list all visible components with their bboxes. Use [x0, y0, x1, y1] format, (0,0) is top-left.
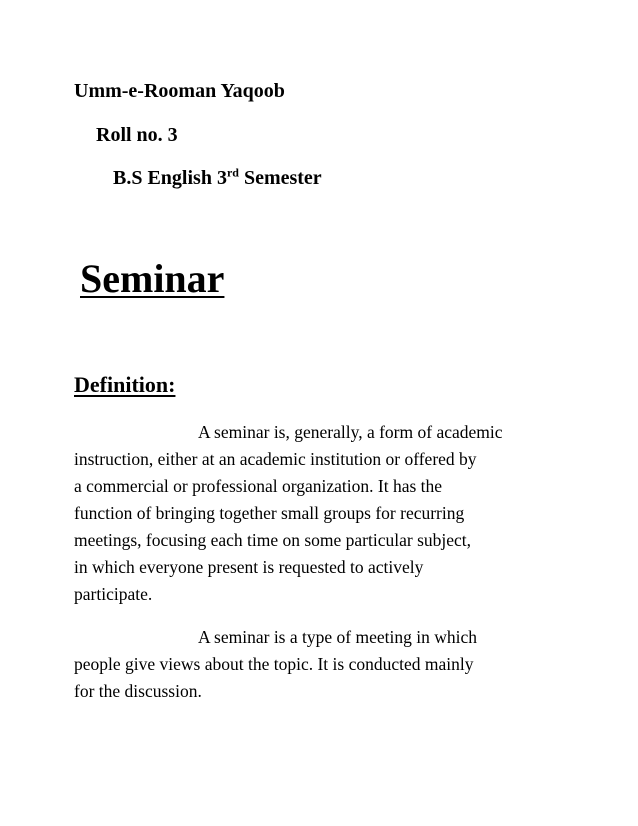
course-ordinal-suffix: rd: [226, 165, 239, 180]
paragraph-line: a commercial or professional organization. It has the: [74, 476, 443, 496]
roll-number: Roll no. 3: [96, 124, 178, 146]
author-name: Umm-e-Rooman Yaqoob: [74, 80, 285, 102]
course-info: [113, 167, 322, 190]
definition-paragraph-1: [74, 419, 503, 608]
definition-paragraph-2: [74, 624, 477, 705]
paragraph-line: people give views about the topic. It is conducted mainly: [74, 654, 474, 674]
paragraph-line: function of bringing together small groups for recurring: [74, 503, 465, 523]
course-prefix: B.S English 3: [113, 167, 227, 189]
paragraph-line: for the discussion.: [74, 681, 202, 701]
paragraph-line: in which everyone present is requested to actively: [74, 557, 424, 577]
paragraph-line: instruction, either at an academic institution or offered by: [74, 449, 477, 469]
course-suffix: Semester: [238, 167, 322, 189]
definition-heading: Definition:: [74, 372, 176, 397]
paragraph-line: A seminar is a type of meeting in which: [198, 627, 477, 647]
paragraph-line: participate.: [74, 584, 153, 604]
paragraph-line: meetings, focusing each time on some particular subject,: [74, 530, 472, 550]
document-title: Seminar: [80, 256, 225, 301]
paragraph-line: A seminar is, generally, a form of academic: [198, 422, 503, 442]
